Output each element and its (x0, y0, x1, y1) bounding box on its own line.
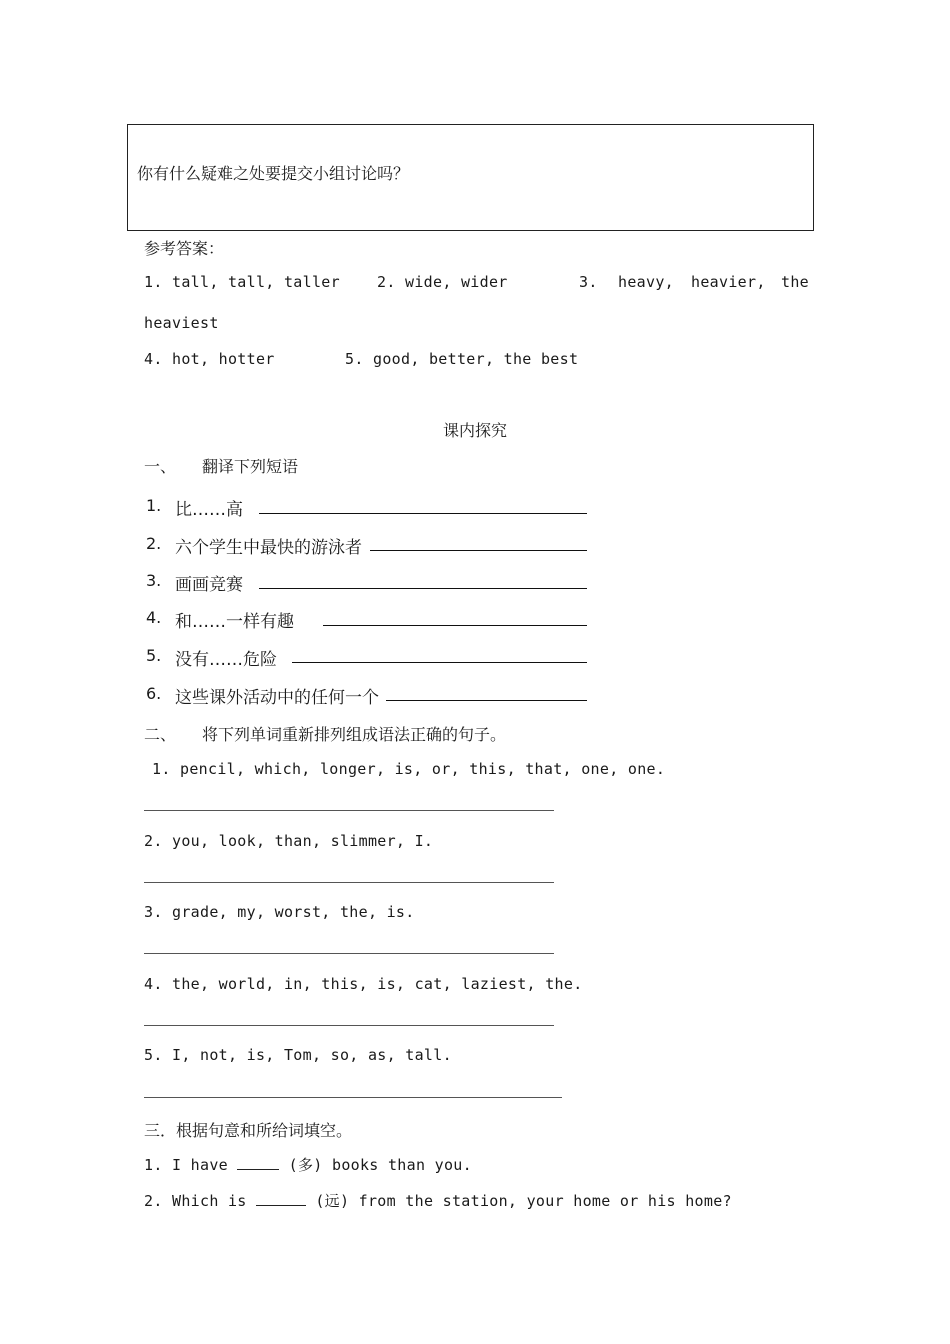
reorder-answer-line-1[interactable] (144, 810, 554, 811)
phrase-4-number: 4. (146, 608, 162, 627)
phrase-5-answer-line[interactable] (292, 662, 587, 663)
phrase-3-number: 3. (146, 571, 162, 590)
answer-5: 5. good, better, the best (345, 350, 579, 368)
phrase-6-number: 6. (146, 684, 162, 703)
phrase-6-text: 这些课外活动中的任何一个 (175, 688, 379, 708)
fill-item-1-after: books than you. (331, 1156, 472, 1174)
phrase-1-text: 比……高 (175, 500, 243, 520)
phrase-5-text: 没有……危险 (175, 650, 277, 670)
phrase-4-answer-line[interactable] (323, 625, 587, 626)
phrase-4-text: 和……一样有趣 (175, 612, 294, 632)
phrase-2-text: 六个学生中最快的游泳者 (175, 538, 362, 558)
fill-item-2 (144, 1190, 732, 1211)
answer-3-word-3: the (781, 273, 809, 291)
reorder-answer-line-2[interactable] (144, 882, 554, 883)
answer-3-word-1: heavy, (618, 273, 674, 291)
answers-heading: 参考答案： (144, 239, 225, 258)
phrase-5-number: 5. (146, 646, 162, 665)
answer-2: 2. wide, wider (377, 273, 508, 291)
reorder-item-3: 3. grade, my, worst, the, is. (144, 903, 415, 921)
part2-title: 将下列单词重新排列组成语法正确的句子。 (202, 725, 507, 744)
reorder-item-5: 5. I, not, is, Tom, so, as, tall. (144, 1046, 452, 1064)
part3-title: 三．根据句意和所给词填空。 (144, 1121, 353, 1140)
part1-number: 一、 (144, 457, 177, 476)
reorder-item-1: 1. pencil, which, longer, is, or, this, that, one, one. (152, 760, 666, 778)
answer-3-word-2: heavier, (691, 273, 766, 291)
part1-title: 翻译下列短语 (202, 457, 299, 476)
fill-item-1-before: 1. I have (144, 1156, 228, 1174)
reorder-answer-line-3[interactable] (144, 953, 554, 954)
answer-4: 4. hot, hotter (144, 350, 275, 368)
reorder-item-2: 2. you, look, than, slimmer, I. (144, 832, 434, 850)
phrase-3-text: 画画竞赛 (175, 575, 243, 595)
answer-1: 1. tall, tall, taller (144, 273, 340, 291)
reorder-item-4: 4. the, world, in, this, is, cat, laziest, the. (144, 975, 583, 993)
phrase-2-answer-line[interactable] (370, 550, 587, 551)
phrase-1-number: 1. (146, 496, 162, 515)
fill-item-2-before: 2. Which is (144, 1192, 247, 1210)
fill-item-2-hint: (远) (315, 1192, 350, 1210)
phrase-1-answer-line[interactable] (259, 513, 587, 514)
reorder-answer-line-5[interactable] (144, 1097, 562, 1098)
reorder-answer-line-4[interactable] (144, 1025, 554, 1026)
answer-3-num: 3. (579, 273, 598, 291)
phrase-6-answer-line[interactable] (386, 700, 587, 701)
answer-3-continued: heaviest (144, 314, 219, 332)
phrase-3-answer-line[interactable] (259, 588, 587, 589)
fill-item-2-after: from the station, your home or his home? (358, 1192, 732, 1210)
part2-number: 二、 (144, 725, 177, 744)
section-title: 课内探究 (443, 421, 508, 440)
fill-item-2-blank[interactable] (256, 1205, 306, 1206)
fill-item-1-hint: (多) (288, 1156, 323, 1174)
phrase-2-number: 2. (146, 534, 162, 553)
fill-item-1-blank[interactable] (237, 1169, 279, 1170)
fill-item-1 (144, 1154, 472, 1175)
question-box-text: 你有什么疑难之处要提交小组讨论吗？ (137, 164, 410, 183)
